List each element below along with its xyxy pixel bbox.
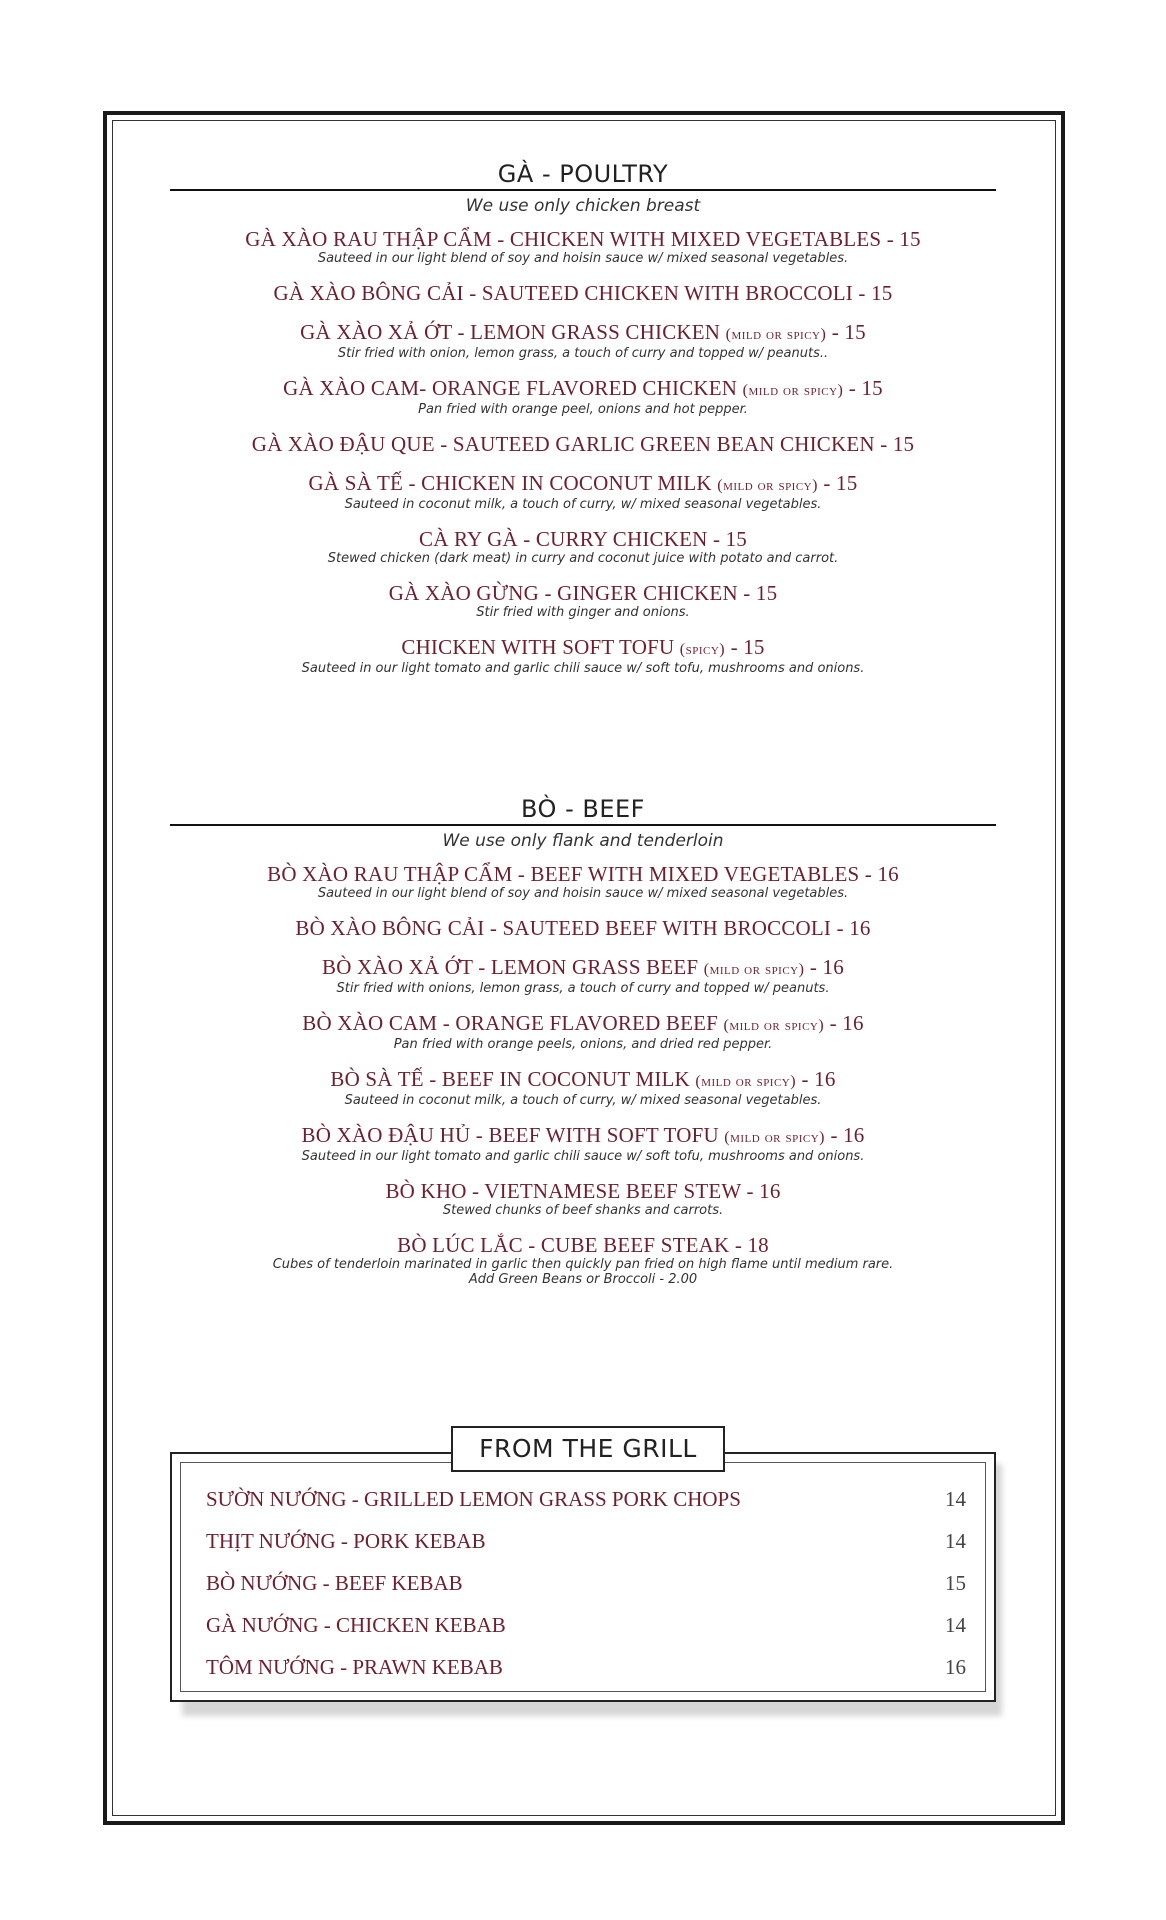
section-title: GÀ - POULTRY — [497, 160, 669, 188]
menu-item — [170, 281, 996, 306]
menu-item-description: Pan fried with orange peels, onions, and dried red pepper. — [393, 1037, 773, 1052]
grill-item — [206, 1562, 966, 1604]
menu-item-spice-note: (mild or spicy) — [703, 961, 805, 978]
menu-item — [170, 1123, 996, 1165]
menu-item-title — [170, 281, 996, 306]
menu-item-description: Stir fried with onion, lemon grass, a touch of curry and topped w/ peanuts.. — [337, 346, 829, 361]
section-title: BÒ - BEEF — [521, 795, 645, 823]
menu-item-name: BÒ XÀO CAM - ORANGE FLAVORED BEEF — [302, 1011, 724, 1035]
menu-item-description: Stir fried with ginger and onions. — [476, 605, 690, 620]
menu-item-title — [170, 320, 996, 347]
grill-item-name: THỊT NƯỚNG - PORK KEBAB — [206, 1528, 486, 1553]
menu-item — [170, 432, 996, 457]
menu-item-spice-note: (mild or spicy) — [725, 326, 827, 343]
menu-item-name: CHICKEN WITH SOFT TOFU — [401, 635, 680, 659]
poultry-section — [170, 160, 996, 691]
menu-item-description: Sauteed in our light tomato and garlic chili sauce w/ soft tofu, mushrooms and onions. — [301, 661, 865, 676]
menu-item-title — [170, 376, 996, 403]
menu-item-title — [170, 862, 996, 887]
menu-item-description: Sauteed in our light tomato and garlic chili sauce w/ soft tofu, mushrooms and onions. — [301, 1149, 865, 1164]
menu-item — [170, 635, 996, 677]
section-rule — [170, 189, 996, 191]
menu-item-spice-note: (mild or spicy) — [695, 1073, 797, 1090]
menu-item-title — [170, 581, 996, 606]
menu-item — [170, 1067, 996, 1109]
menu-item-price: - 15 — [725, 635, 765, 659]
menu-item-title — [170, 916, 996, 941]
menu-item-name: BÒ XÀO BÔNG CẢI - SAUTEED BEEF WITH BROCCOLI - 16 — [295, 916, 871, 940]
menu-item-title — [170, 1011, 996, 1038]
grill-item-price: 14 — [945, 1528, 966, 1553]
section-rule — [170, 824, 996, 826]
menu-item-name: GÀ XÀO GỪNG - GINGER CHICKEN - 15 — [388, 581, 778, 605]
grill-item-name: BÒ NƯỚNG - BEEF KEBAB — [206, 1570, 463, 1595]
grill-item — [206, 1604, 966, 1646]
menu-item-title — [170, 432, 996, 457]
menu-item-name: BÒ XÀO RAU THẬP CẨM - BEEF WITH MIXED VEGETABLES - 16 — [267, 862, 899, 886]
menu-item-price: - 16 — [825, 1123, 865, 1147]
menu-item-name: BÒ KHO - VIETNAMESE BEEF STEW - 16 — [385, 1179, 781, 1203]
menu-item-description: Cubes of tenderloin marinated in garlic then quickly pan fried on high flame until medium rare. — [272, 1257, 894, 1272]
menu-item — [170, 1233, 996, 1288]
menu-item-name: GÀ XÀO CAM- ORANGE FLAVORED CHICKEN — [283, 376, 743, 400]
menu-item — [170, 955, 996, 997]
menu-item-price: - 16 — [824, 1011, 864, 1035]
grill-item-price: 15 — [945, 1570, 966, 1595]
menu-item-name: GÀ XÀO XẢ ỚT - LEMON GRASS CHICKEN — [300, 320, 726, 344]
grill-items — [206, 1478, 966, 1688]
grill-item — [206, 1478, 966, 1520]
menu-item-description: Sauteed in coconut milk, a touch of curry, w/ mixed seasonal vegetables. — [344, 497, 822, 512]
menu-item-name: BÒ XÀO ĐẬU HỦ - BEEF WITH SOFT TOFU — [301, 1123, 725, 1147]
grill-item — [206, 1646, 966, 1688]
menu-item — [170, 581, 996, 621]
menu-item-title — [170, 471, 996, 498]
menu-item-description: Sauteed in our light blend of soy and hoisin sauce w/ mixed seasonal vegetables. — [317, 251, 849, 266]
menu-item-name: BÒ LÚC LẮC - CUBE BEEF STEAK - 18 — [397, 1233, 769, 1257]
menu-item-name: BÒ XÀO XẢ ỚT - LEMON GRASS BEEF — [322, 955, 704, 979]
section-subtitle: We use only chicken breast — [465, 196, 701, 216]
menu-item — [170, 376, 996, 418]
menu-item-name: BÒ SÀ TẾ - BEEF IN COCONUT MILK — [330, 1067, 696, 1091]
grill-item-price: 14 — [945, 1486, 966, 1511]
menu-item-description: Stir fried with onions, lemon grass, a touch of curry and topped w/ peanuts. — [336, 981, 830, 996]
menu-item-description: Sauteed in our light blend of soy and hoisin sauce w/ mixed seasonal vegetables. — [317, 886, 849, 901]
grill-item-name: GÀ NƯỚNG - CHICKEN KEBAB — [206, 1612, 506, 1637]
menu-item-spice-note: (spicy) — [679, 641, 726, 658]
menu-item — [170, 471, 996, 513]
poultry-items — [170, 227, 996, 677]
section-subtitle: We use only flank and tenderloin — [442, 831, 724, 851]
menu-item-price: - 15 — [826, 320, 866, 344]
menu-item — [170, 862, 996, 902]
menu-item — [170, 1011, 996, 1053]
beef-items — [170, 862, 996, 1288]
menu-item — [170, 916, 996, 941]
grill-title: FROM THE GRILL — [451, 1426, 725, 1472]
grill-item-price: 14 — [945, 1612, 966, 1637]
menu-item-description: Stewed chunks of beef shanks and carrots. — [442, 1203, 724, 1218]
menu-item-spice-note: (mild or spicy) — [723, 1017, 825, 1034]
menu-item-name: CÀ RY GÀ - CURRY CHICKEN - 15 — [418, 527, 748, 551]
menu-item-name: GÀ XÀO RAU THẬP CẨM - CHICKEN WITH MIXED VEGETABLES - 15 — [245, 227, 921, 251]
menu-item-name: GÀ XÀO ĐẬU QUE - SAUTEED GARLIC GREEN BEAN CHICKEN - 15 — [251, 432, 915, 456]
menu-item — [170, 527, 996, 567]
menu-item-title — [170, 955, 996, 982]
menu-item-price: - 15 — [817, 471, 858, 495]
menu-item-addon: Add Green Beans or Broccoli - 2.00 — [468, 1272, 698, 1287]
menu-item-title — [170, 1233, 996, 1258]
menu-item-title — [170, 527, 996, 552]
menu-item-title — [170, 1179, 996, 1204]
menu-item-price: - 16 — [804, 955, 844, 979]
grill-item-price: 16 — [945, 1654, 966, 1679]
menu-item-price: - 15 — [843, 376, 883, 400]
grill-item-name: SƯỜN NƯỚNG - GRILLED LEMON GRASS PORK CHOPS — [206, 1486, 741, 1511]
menu-item-title — [170, 227, 996, 252]
menu-item-title — [170, 1067, 996, 1094]
menu-item-description: Sauteed in coconut milk, a touch of curry, w/ mixed seasonal vegetables. — [344, 1093, 822, 1108]
menu-item-spice-note: (mild or spicy) — [742, 382, 844, 399]
menu-item-description: Pan fried with orange peel, onions and hot pepper. — [418, 402, 748, 417]
menu-item-title — [170, 635, 996, 662]
menu-item-description: Stewed chicken (dark meat) in curry and coconut juice with potato and carrot. — [327, 551, 839, 566]
beef-section — [170, 795, 996, 1302]
menu-item — [170, 320, 996, 362]
menu-item-name: GÀ SÀ TẾ - CHICKEN IN COCONUT MILK — [308, 471, 718, 495]
menu-item — [170, 1179, 996, 1219]
menu-item-spice-note: (mild or spicy) — [717, 477, 818, 494]
menu-item-title — [170, 1123, 996, 1150]
menu-item — [170, 227, 996, 267]
menu-item-name: GÀ XÀO BÔNG CẢI - SAUTEED CHICKEN WITH BROCCOLI - 15 — [273, 281, 893, 305]
menu-item-price: - 16 — [796, 1067, 836, 1091]
grill-item — [206, 1520, 966, 1562]
menu-item-spice-note: (mild or spicy) — [724, 1129, 825, 1146]
grill-item-name: TÔM NƯỚNG - PRAWN KEBAB — [206, 1654, 503, 1679]
